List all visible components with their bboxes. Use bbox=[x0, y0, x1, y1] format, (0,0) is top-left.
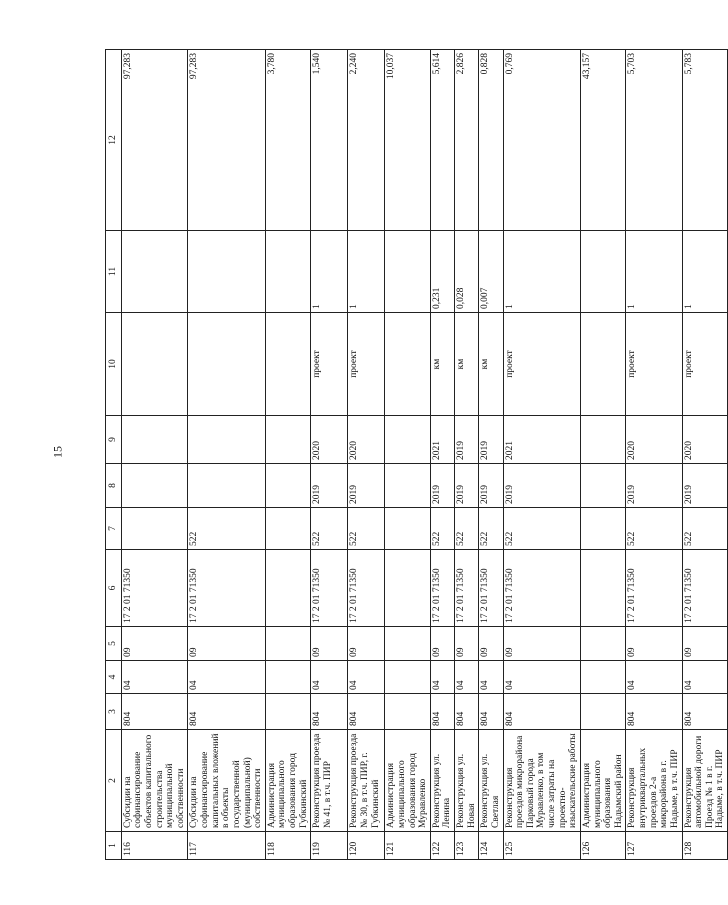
header-cell: 7 bbox=[106, 508, 122, 550]
table-row bbox=[265, 50, 311, 860]
header-cell: 3 bbox=[106, 694, 122, 730]
row-name: Администрация муниципального образования Надымский район bbox=[580, 730, 626, 832]
cell-expense-type bbox=[580, 508, 626, 550]
cell-end-year: 2021 bbox=[503, 416, 580, 464]
cell-ministry: 804 bbox=[188, 694, 265, 730]
cell-start-year: 2019 bbox=[348, 464, 385, 508]
table-row bbox=[311, 50, 348, 860]
cell-start-year bbox=[265, 464, 311, 508]
cell-capacity bbox=[188, 231, 265, 313]
header-cell: 8 bbox=[106, 464, 122, 508]
row-number: 120 bbox=[348, 832, 385, 860]
cell-unit bbox=[188, 313, 265, 416]
cell-section bbox=[580, 661, 626, 694]
table-row bbox=[385, 50, 431, 860]
cell-ministry: 804 bbox=[348, 694, 385, 730]
cell-section: 04 bbox=[455, 661, 479, 694]
cell-unit bbox=[121, 313, 188, 416]
cell-target-article: 17 2 01 71350 bbox=[311, 550, 348, 627]
row-number: 121 bbox=[385, 832, 431, 860]
cell-target-article: 17 2 01 71350 bbox=[348, 550, 385, 627]
cell-section: 04 bbox=[188, 661, 265, 694]
cell-amount: 2,826 bbox=[455, 50, 479, 231]
cell-subsection: 09 bbox=[479, 627, 503, 661]
row-name: Субсидии на софинансирование объектов капитального строительства муниципальной собственности bbox=[121, 730, 188, 832]
page-number: 15 bbox=[50, 446, 65, 458]
cell-target-article: 17 2 01 71350 bbox=[479, 550, 503, 627]
cell-subsection: 09 bbox=[503, 627, 580, 661]
row-number: 124 bbox=[479, 832, 503, 860]
row-name: Реконструкция ул. Ленина bbox=[430, 730, 454, 832]
row-number: 123 bbox=[455, 832, 479, 860]
cell-subsection: 09 bbox=[311, 627, 348, 661]
cell-amount: 2,240 bbox=[348, 50, 385, 231]
cell-subsection: 09 bbox=[188, 627, 265, 661]
cell-expense-type: 522 bbox=[455, 508, 479, 550]
row-number: 122 bbox=[430, 832, 454, 860]
row-name: Администрация муниципального образования город Губкинский bbox=[265, 730, 311, 832]
row-name: Реконструкция проезда № 41, в т.ч. ПИР bbox=[311, 730, 348, 832]
cell-end-year bbox=[385, 416, 431, 464]
row-number: 119 bbox=[311, 832, 348, 860]
cell-target-article bbox=[265, 550, 311, 627]
table-row bbox=[626, 50, 682, 860]
cell-target-article: 17 2 01 71350 bbox=[503, 550, 580, 627]
cell-expense-type: 522 bbox=[311, 508, 348, 550]
cell-end-year: 2021 bbox=[430, 416, 454, 464]
header-cell: 11 bbox=[106, 231, 122, 313]
cell-section: 04 bbox=[479, 661, 503, 694]
cell-end-year bbox=[121, 416, 188, 464]
cell-expense-type: 522 bbox=[188, 508, 265, 550]
cell-ministry: 804 bbox=[455, 694, 479, 730]
cell-section: 04 bbox=[311, 661, 348, 694]
cell-unit bbox=[385, 313, 431, 416]
cell-expense-type bbox=[121, 508, 188, 550]
header-cell: 6 bbox=[106, 550, 122, 627]
cell-target-article bbox=[580, 550, 626, 627]
header-cell: 9 bbox=[106, 416, 122, 464]
cell-ministry: 804 bbox=[121, 694, 188, 730]
cell-start-year: 2019 bbox=[626, 464, 682, 508]
cell-section: 04 bbox=[503, 661, 580, 694]
cell-unit: проект bbox=[682, 313, 728, 416]
cell-unit: проект bbox=[311, 313, 348, 416]
budget-table bbox=[105, 49, 728, 860]
cell-ministry: 804 bbox=[626, 694, 682, 730]
cell-capacity bbox=[385, 231, 431, 313]
cell-capacity bbox=[580, 231, 626, 313]
cell-subsection: 09 bbox=[430, 627, 454, 661]
cell-section: 04 bbox=[682, 661, 728, 694]
cell-start-year: 2019 bbox=[479, 464, 503, 508]
cell-section: 04 bbox=[121, 661, 188, 694]
cell-end-year: 2020 bbox=[348, 416, 385, 464]
cell-unit: проект bbox=[626, 313, 682, 416]
cell-start-year: 2019 bbox=[682, 464, 728, 508]
cell-amount: 1,540 bbox=[311, 50, 348, 231]
cell-target-article bbox=[385, 550, 431, 627]
cell-capacity: 1 bbox=[682, 231, 728, 313]
cell-capacity: 1 bbox=[626, 231, 682, 313]
cell-subsection: 09 bbox=[626, 627, 682, 661]
cell-start-year: 2019 bbox=[503, 464, 580, 508]
cell-ministry: 804 bbox=[311, 694, 348, 730]
table-row bbox=[455, 50, 479, 860]
cell-capacity bbox=[265, 231, 311, 313]
row-number: 116 bbox=[121, 832, 188, 860]
cell-start-year: 2019 bbox=[455, 464, 479, 508]
cell-start-year bbox=[121, 464, 188, 508]
cell-target-article: 17 2 01 71350 bbox=[121, 550, 188, 627]
cell-unit: проект bbox=[503, 313, 580, 416]
cell-unit: проект bbox=[348, 313, 385, 416]
cell-amount: 3,780 bbox=[265, 50, 311, 231]
header-cell: 12 bbox=[106, 50, 122, 231]
row-name: Реконструкция ул. Новая bbox=[455, 730, 479, 832]
header-cell: 2 bbox=[106, 730, 122, 832]
cell-ministry: 804 bbox=[430, 694, 454, 730]
row-number: 118 bbox=[265, 832, 311, 860]
cell-capacity bbox=[121, 231, 188, 313]
cell-unit: км bbox=[455, 313, 479, 416]
cell-amount: 5,783 bbox=[682, 50, 728, 231]
header-cell: 10 bbox=[106, 313, 122, 416]
cell-end-year: 2019 bbox=[455, 416, 479, 464]
cell-amount: 43,157 bbox=[580, 50, 626, 231]
cell-amount: 10,037 bbox=[385, 50, 431, 231]
table-row bbox=[121, 50, 188, 860]
cell-end-year bbox=[265, 416, 311, 464]
cell-section: 04 bbox=[348, 661, 385, 694]
cell-unit: км bbox=[430, 313, 454, 416]
cell-ministry bbox=[265, 694, 311, 730]
row-name: Администрация муниципального образования город Муравленко bbox=[385, 730, 431, 832]
cell-expense-type: 522 bbox=[430, 508, 454, 550]
cell-start-year: 2019 bbox=[311, 464, 348, 508]
row-number: 128 bbox=[682, 832, 728, 860]
table-row bbox=[479, 50, 503, 860]
header-row bbox=[106, 50, 122, 860]
header-cell: 4 bbox=[106, 661, 122, 694]
row-number: 125 bbox=[503, 832, 580, 860]
cell-subsection: 09 bbox=[121, 627, 188, 661]
cell-amount: 97,283 bbox=[188, 50, 265, 231]
table-row bbox=[503, 50, 580, 860]
cell-amount: 0,769 bbox=[503, 50, 580, 231]
header-cell: 1 bbox=[106, 832, 122, 860]
cell-end-year: 2020 bbox=[682, 416, 728, 464]
table-row bbox=[580, 50, 626, 860]
row-name: Реконструкция проездов микрорайона Парковый города Муравленко, в том числе затраты на проектно-изыскательские работы bbox=[503, 730, 580, 832]
cell-capacity: 1 bbox=[311, 231, 348, 313]
cell-ministry: 804 bbox=[479, 694, 503, 730]
cell-target-article: 17 2 01 71350 bbox=[188, 550, 265, 627]
table-row bbox=[682, 50, 728, 860]
cell-end-year: 2019 bbox=[479, 416, 503, 464]
row-name: Реконструкция ул. Светлая bbox=[479, 730, 503, 832]
cell-amount: 5,614 bbox=[430, 50, 454, 231]
cell-amount: 0,828 bbox=[479, 50, 503, 231]
header-cell: 5 bbox=[106, 627, 122, 661]
cell-unit bbox=[580, 313, 626, 416]
cell-expense-type: 522 bbox=[348, 508, 385, 550]
row-number: 117 bbox=[188, 832, 265, 860]
table-row bbox=[430, 50, 454, 860]
row-name: Реконструкция внутриквартальных проездов 2-а микрорайона в г. Надыме, в т.ч. ПИР bbox=[626, 730, 682, 832]
cell-end-year bbox=[580, 416, 626, 464]
row-number: 126 bbox=[580, 832, 626, 860]
cell-amount: 97,283 bbox=[121, 50, 188, 231]
cell-target-article: 17 2 01 71350 bbox=[682, 550, 728, 627]
cell-capacity: 0,028 bbox=[455, 231, 479, 313]
cell-target-article: 17 2 01 71350 bbox=[430, 550, 454, 627]
row-number: 127 bbox=[626, 832, 682, 860]
cell-expense-type: 522 bbox=[479, 508, 503, 550]
cell-expense-type: 522 bbox=[503, 508, 580, 550]
cell-subsection bbox=[385, 627, 431, 661]
table-row bbox=[188, 50, 265, 860]
cell-ministry bbox=[580, 694, 626, 730]
cell-section: 04 bbox=[626, 661, 682, 694]
cell-start-year bbox=[188, 464, 265, 508]
cell-section: 04 bbox=[430, 661, 454, 694]
cell-capacity: 1 bbox=[503, 231, 580, 313]
rotated-table-container bbox=[105, 50, 726, 860]
row-name: Реконструкция автомобильной дороги Проезд № 1 в г. Надыме, в т.ч. ПИР bbox=[682, 730, 728, 832]
cell-ministry bbox=[385, 694, 431, 730]
cell-ministry: 804 bbox=[503, 694, 580, 730]
cell-capacity: 0,007 bbox=[479, 231, 503, 313]
cell-section bbox=[265, 661, 311, 694]
row-name: Реконструкция проезда № 30, в т.ч. ПИР, г. Губкинский bbox=[348, 730, 385, 832]
cell-end-year: 2020 bbox=[626, 416, 682, 464]
cell-start-year bbox=[580, 464, 626, 508]
cell-subsection bbox=[580, 627, 626, 661]
cell-end-year bbox=[188, 416, 265, 464]
cell-expense-type bbox=[265, 508, 311, 550]
cell-subsection: 09 bbox=[348, 627, 385, 661]
cell-start-year: 2019 bbox=[430, 464, 454, 508]
cell-capacity: 0,231 bbox=[430, 231, 454, 313]
cell-ministry: 804 bbox=[682, 694, 728, 730]
cell-capacity: 1 bbox=[348, 231, 385, 313]
cell-section bbox=[385, 661, 431, 694]
cell-amount: 5,703 bbox=[626, 50, 682, 231]
row-name: Субсидии на софинансирование капитальных вложений в объекты государственной (муниципальной) собственности bbox=[188, 730, 265, 832]
cell-subsection: 09 bbox=[455, 627, 479, 661]
cell-end-year: 2020 bbox=[311, 416, 348, 464]
cell-unit bbox=[265, 313, 311, 416]
table-row bbox=[348, 50, 385, 860]
cell-subsection bbox=[265, 627, 311, 661]
cell-target-article: 17 2 01 71350 bbox=[455, 550, 479, 627]
cell-expense-type bbox=[385, 508, 431, 550]
cell-target-article: 17 2 01 71350 bbox=[626, 550, 682, 627]
cell-start-year bbox=[385, 464, 431, 508]
cell-unit: км bbox=[479, 313, 503, 416]
cell-expense-type: 522 bbox=[626, 508, 682, 550]
cell-subsection: 09 bbox=[682, 627, 728, 661]
cell-expense-type: 522 bbox=[682, 508, 728, 550]
